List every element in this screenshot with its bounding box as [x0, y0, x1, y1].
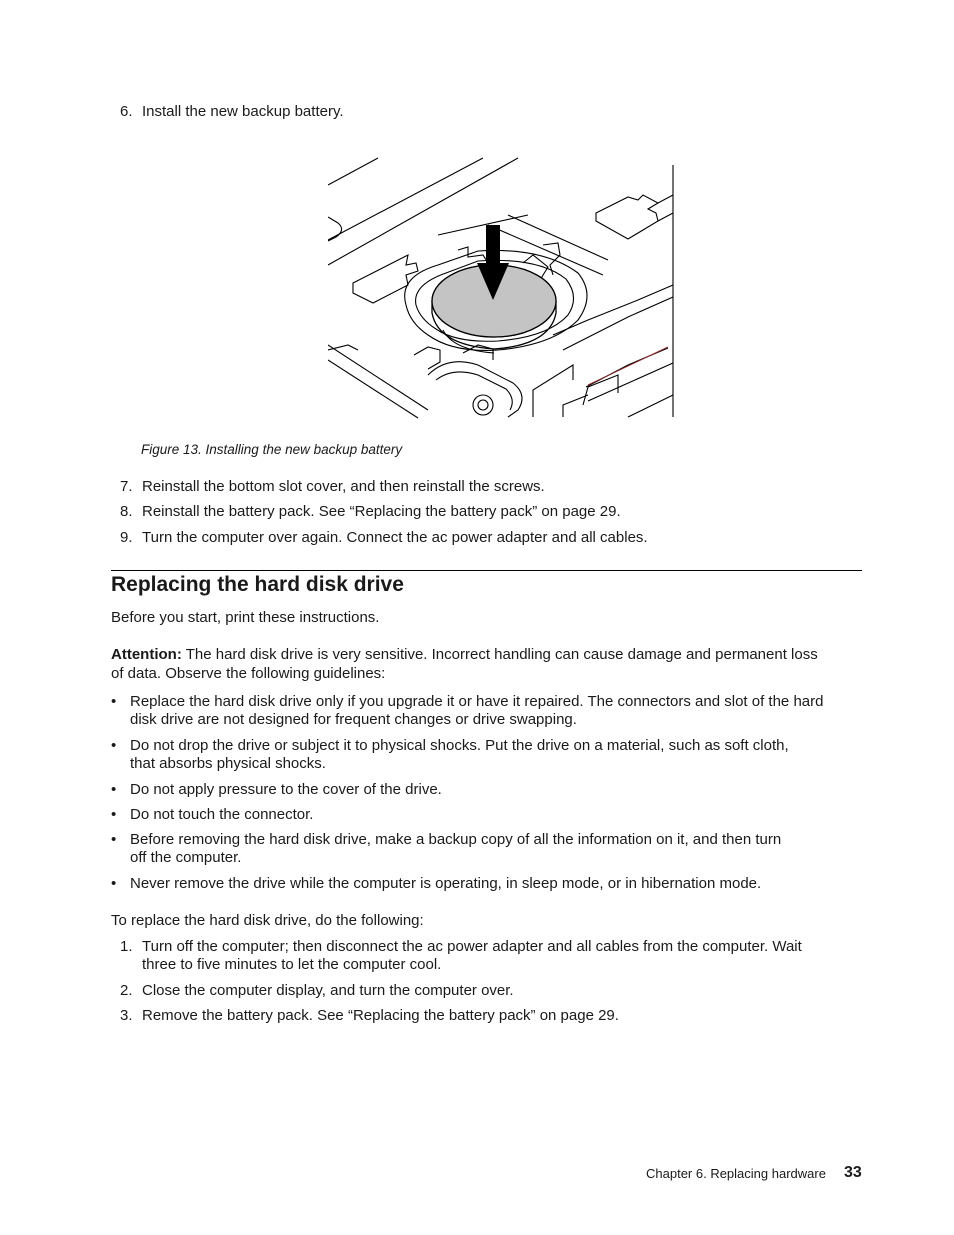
bullet-dot: • [111, 875, 117, 892]
bullet-text: disk drive are not designed for frequent changes or drive swapping. [130, 711, 577, 728]
step-number: 1. [120, 938, 133, 955]
step-number: 8. [120, 503, 133, 520]
attention-label: Attention: [111, 646, 182, 663]
bullet-text: Do not drop the drive or subject it to physical shocks. Put the drive on a material, such as soft cloth, [130, 737, 789, 754]
attention-text: The hard disk drive is very sensitive. Incorrect handling can cause damage and permanent loss [185, 646, 818, 663]
step-text: Turn the computer over again. Connect the ac power adapter and all cables. [142, 529, 648, 546]
procedure-step-3 [120, 1007, 619, 1024]
bullet-text: Do not touch the connector. [130, 806, 314, 823]
bullet-dot: • [111, 737, 117, 754]
step-8 [120, 503, 621, 520]
step-number: 2. [120, 982, 133, 999]
section-divider [111, 570, 862, 571]
attention-line-2: of data. Observe the following guidelines: [111, 665, 386, 682]
step-text: Reinstall the battery pack. See “Replacing the battery pack” on page 29. [142, 503, 621, 520]
step-number: 7. [120, 478, 133, 495]
step-text: Install the new backup battery. [142, 103, 344, 120]
bullet-dot: • [111, 781, 117, 798]
bullet-dot: • [111, 693, 117, 710]
step-6 [120, 103, 344, 120]
backup-battery-illustration [328, 155, 676, 420]
step-text: Reinstall the bottom slot cover, and then reinstall the screws. [142, 478, 545, 495]
procedure-intro: To replace the hard disk drive, do the following: [111, 912, 424, 929]
step-text: Turn off the computer; then disconnect the ac power adapter and all cables from the computer. Wait [142, 938, 802, 955]
step-text: Close the computer display, and turn the computer over. [142, 982, 514, 999]
procedure-step-2 [120, 982, 514, 999]
page-number: 33 [844, 1164, 862, 1181]
step-7 [120, 478, 545, 495]
procedure-step-1-cont: three to five minutes to let the computer cool. [142, 956, 442, 973]
step-text: Remove the battery pack. See “Replacing the battery pack” on page 29. [142, 1007, 619, 1024]
procedure-step-1 [120, 938, 802, 955]
step-9 [120, 529, 648, 546]
bullet-text: Do not apply pressure to the cover of the drive. [130, 781, 442, 798]
step-number: 3. [120, 1007, 133, 1024]
step-number: 9. [120, 529, 133, 546]
bullet-dot: • [111, 831, 117, 848]
section-heading: Replacing the hard disk drive [111, 573, 404, 596]
bullet-text: Before removing the hard disk drive, make a backup copy of all the information on it, and then turn [130, 831, 782, 848]
footer-chapter: Chapter 6. Replacing hardware [646, 1166, 826, 1181]
step-number: 6. [120, 103, 133, 120]
attention-line-1 [111, 646, 818, 663]
bullet-text: Never remove the drive while the computer is operating, in sleep mode, or in hibernation mode. [130, 875, 762, 892]
figure-caption: Figure 13. Installing the new backup battery [141, 442, 403, 457]
bullet-dot: • [111, 806, 117, 823]
intro-text: Before you start, print these instructions. [111, 609, 380, 626]
bullet-text: that absorbs physical shocks. [130, 755, 326, 772]
bullet-text: off the computer. [130, 849, 242, 866]
bullet-text: Replace the hard disk drive only if you upgrade it or have it repaired. The connectors and slot of the hard [130, 693, 824, 710]
